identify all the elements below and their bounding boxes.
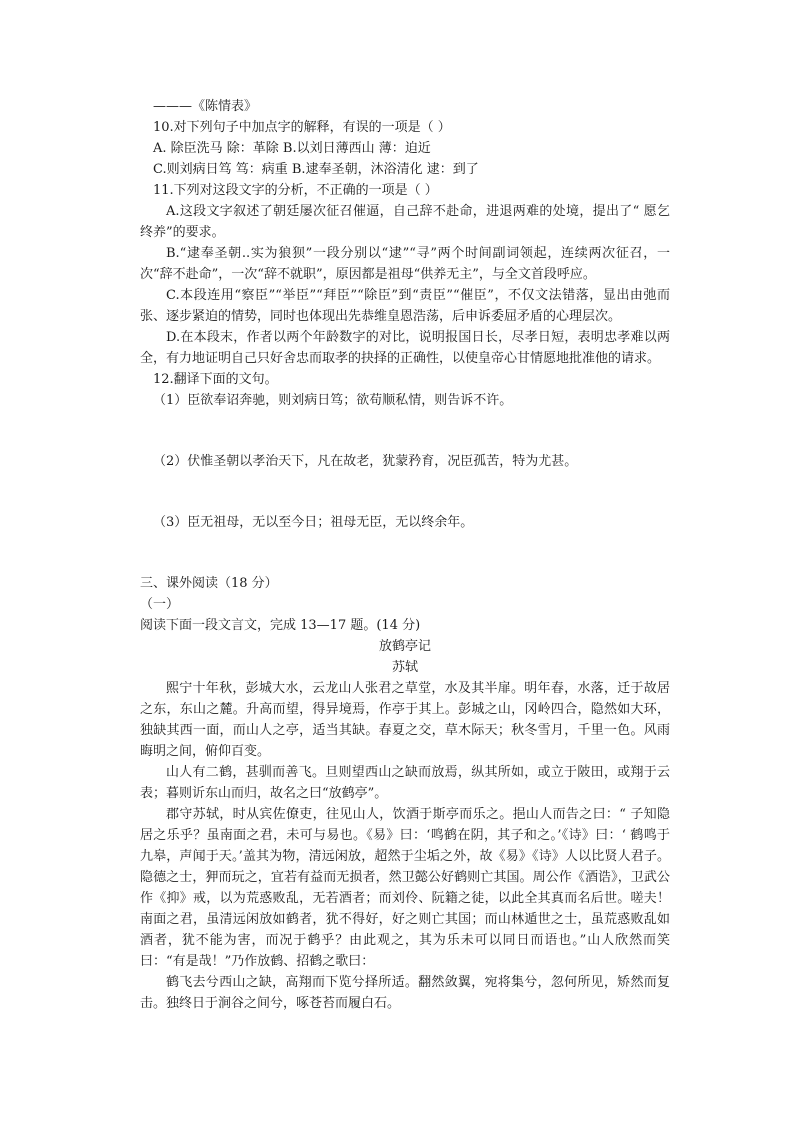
passage-paragraph-1: 熙宁十年秋，彭城大水，云龙山人张君之草堂，水及其半扉。明年春，水落，迁于故居之东，东山之麓。升高而望，得异境焉，作亭于其上。彭城之山，冈岭四合，隐然如大环，独缺其西一面，而山人之亭，适当其缺。春夏之交，草木际天；秋冬雪月，千里一色。风雨晦明之间，俯仰百变。 [140,681,670,759]
question-11-option-a: A.这段文字叙述了朝廷屡次征召催逼，自己辞不赴命，进退两难的处境，提出了“ 愿乞终养”的要求。 [140,204,670,240]
section-3-subheading: （一） [140,597,180,612]
question-12-sentence-2: （2）伏惟圣朝以孝治天下，凡在故老，犹蒙矜育，况臣孤苦，特为尤甚。 [153,454,578,469]
question-12-sentence-3: （3）臣无祖母，无以至今日；祖母无臣，无以终余年。 [153,515,474,530]
question-10-options-ab: A. 除臣洗马 除：革除 B.以刘日薄西山 薄：迫近 [153,141,431,156]
passage-paragraph-2: 山人有二鹤，甚驯而善飞。旦则望西山之缺而放焉，纵其所如，或立于陂田，或翔于云表；暮则䜣东山而归，故名之曰“放鹤亭”。 [140,765,670,801]
passage-author: 苏轼 [391,660,418,675]
question-12-sentence-1: （1）臣欲奉诏奔驰，则刘病日笃；欲苟顺私情，则告诉不许。 [153,393,513,408]
question-10-options-cd: C.则刘病日笃 笃：病重 B.逮奉圣朝，沐浴清化 逮：到了 [153,162,479,177]
answer-space [140,472,670,512]
question-12-stem: 12.翻译下面的文句。 [153,372,278,387]
passage-title: 放鹤亭记 [378,639,431,654]
question-11-option-b: B.“逮奉圣朝..实为狼狈”一段分别以“逮”“寻”两个时间副词领起，连续两次征召，一次“辞不赴命”，一次“辞不就职”，原因都是祖母“供养无主”，与全文首段呼应。 [140,246,670,282]
question-10-stem: 10.对下列句子中加点字的解释，有误的一项是（ ） [153,120,451,135]
answer-space [140,533,670,573]
section-3-heading: 三、课外阅读（18 分） [140,576,278,591]
source-line: ———《陈情表》 [153,99,258,114]
answer-space [140,411,670,451]
question-11-option-c: C.本段连用“察臣”“举臣”“拜臣”“除臣”到“责臣”“催臣”，不仅文法错落，显出由弛而张、逐步紧迫的情势，同时也体现出先恭维皇恩浩荡，后申诉委屈矛盾的心理层次。 [140,288,670,324]
question-11-option-d: D.在本段末，作者以两个年龄数字的对比，说明报国日长，尽孝日短，表明忠孝难以两全，有力地证明自己只好舍忠而取孝的抉择的正确性，以使皇帝心甘情愿地批准他的请求。 [140,330,670,366]
question-11-stem: 11.下列对这段文字的分析，不正确的一项是（ ） [153,183,438,198]
passage-paragraph-3: 郡守苏轼，时从宾佐僚吏，往见山人，饮酒于斯亭而乐之。挹山人而告之曰：“ 子知隐居之乐乎？虽南面之君，未可与易也。《易》曰：‘鸣鹤在阴，其子和之。’《诗》曰：‘ 鹤鸣于九皋，声闻于天。’盖其为物，清远闲放，超然于尘垢之外，故《易》《诗》人以比贤人君子。隐德之士，狎而玩之，宜若有益而无损者，然卫懿公好鹤则亡其国。周公作《酒诰》，卫武公作《抑》戒，以为荒惑败乱，无若酒者；而刘伶、阮籍之徒，以此全其真而名后世。嗟夫！南面之君，虽清远闲放如鹤者，犹不得好，好之则亡其国；而山林遁世之士，虽荒惑败乱如酒者，犹不能为害，而况于鹤乎？由此观之，其为乐未可以同日而语也。”山人欣然而笑曰：“有是哉！”乃作放鹤、招鹤之歌曰： [140,807,670,969]
section-3-instruction: 阅读下面一段文言文，完成 13—17 题。(14 分) [140,618,421,633]
document-page [140,96,670,1014]
passage-paragraph-4: 鹤飞去兮西山之缺，高翔而下览兮择所适。翻然敛翼，宛将集兮，忽何所见，矫然而复击。独终日于涧谷之间兮，啄苍苔而履白石。 [140,975,670,1011]
